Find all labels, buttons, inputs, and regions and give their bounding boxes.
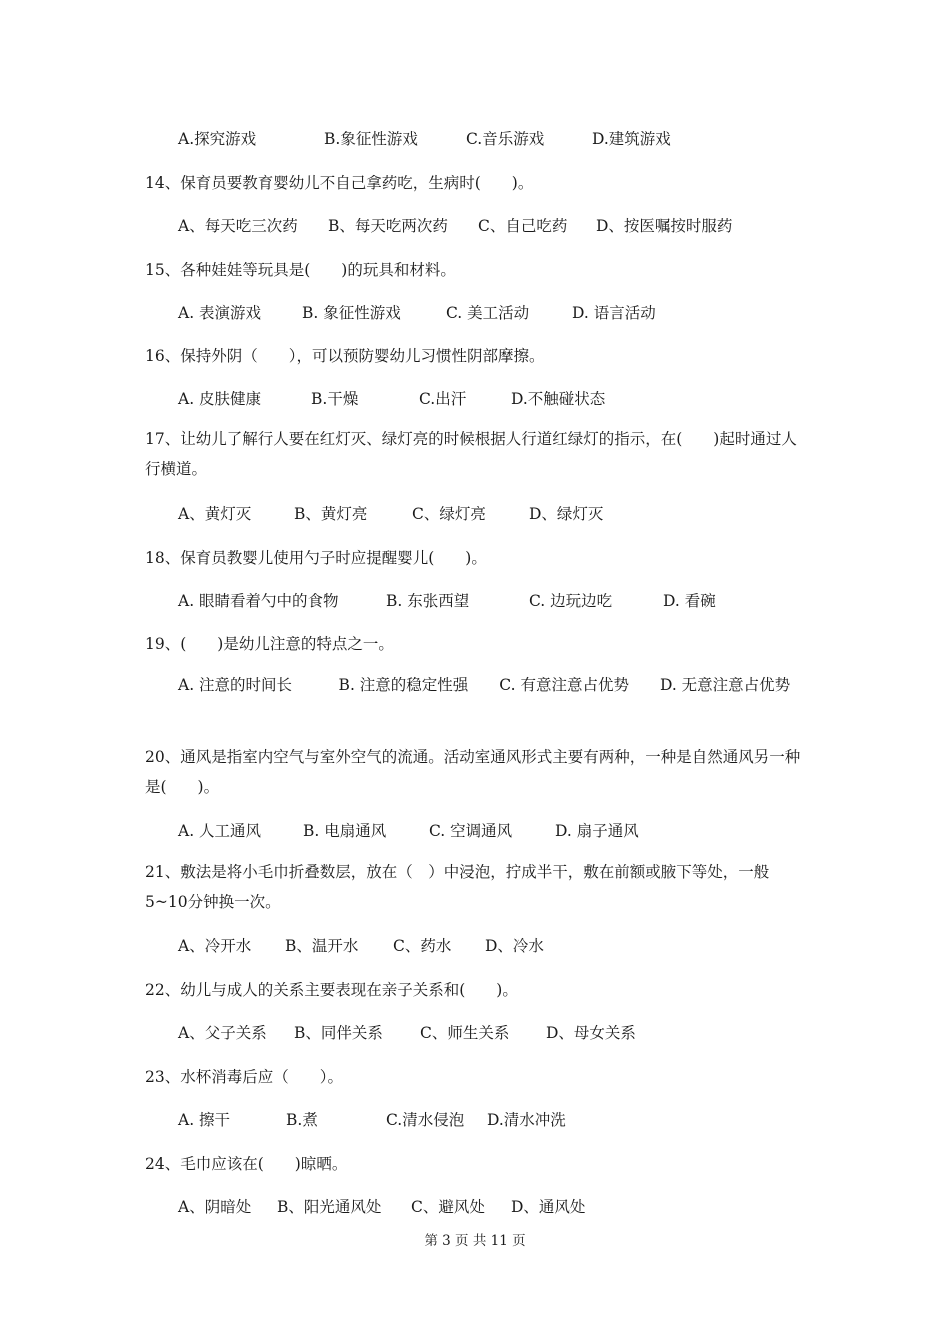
option: A、冷开水 — [178, 937, 252, 955]
question-21-options — [178, 934, 544, 956]
question-23-options — [178, 1108, 566, 1130]
option: A. 皮肤健康 — [178, 390, 262, 408]
option: B、阳光通风处 — [277, 1198, 382, 1216]
question-number: 19、 — [145, 635, 181, 653]
option: C. 美工活动 — [446, 304, 530, 322]
option: A、黄灯灭 — [178, 505, 252, 523]
option: C. 边玩边吃 — [529, 592, 613, 610]
option: B、黄灯亮 — [294, 505, 368, 523]
question-18 — [145, 546, 487, 568]
option: D.清水冲洗 — [487, 1111, 566, 1129]
option: B、每天吃两次药 — [328, 217, 448, 235]
question-17 — [145, 424, 810, 484]
option: A. 眼睛看着勺中的食物 — [178, 592, 339, 610]
question-14 — [145, 171, 533, 193]
option: D.不触碰状态 — [511, 390, 606, 408]
option: B.象征性游戏 — [324, 130, 418, 148]
question-number: 17、 — [145, 430, 181, 448]
option: A. 表演游戏 — [178, 304, 262, 322]
q13-options — [178, 127, 671, 149]
page-footer: 第 3 页 共 11 页 — [424, 1233, 526, 1249]
option: D.建筑游戏 — [592, 130, 671, 148]
question-15 — [145, 258, 456, 280]
option: D. 看碗 — [663, 592, 716, 610]
option: C、自己吃药 — [478, 217, 568, 235]
option: A、父子关系 — [178, 1024, 267, 1042]
question-text: 保育员教婴儿使用勺子时应提醒婴儿( )。 — [180, 549, 487, 567]
question-text: 保持外阴（ ），可以预防婴幼儿习惯性阴部摩擦。 — [180, 347, 545, 365]
option: B.煮 — [286, 1111, 318, 1129]
question-17-options — [178, 502, 603, 524]
option: A.探究游戏 — [178, 130, 257, 148]
question-text: 水杯消毒后应（ ）。 — [180, 1068, 343, 1086]
question-number: 24、 — [145, 1155, 181, 1173]
question-number: 14、 — [145, 174, 181, 192]
option: D、冷水 — [485, 937, 544, 955]
question-number: 15、 — [145, 261, 181, 279]
option: C. 空调通风 — [429, 822, 513, 840]
question-number: 18、 — [145, 549, 181, 567]
question-19 — [145, 632, 394, 654]
option: C、避风处 — [411, 1198, 485, 1216]
question-text: 让幼儿了解行人要在红灯灭、绿灯亮的时候根据人行道红绿灯的指示，在( )起时通过人行横道。 — [145, 430, 797, 478]
option: B.干燥 — [311, 390, 359, 408]
question-19-options: A. 注意的时间长 B. 注意的稳定性强 C. 有意注意占优势 D. 无意注意占优势 — [178, 676, 791, 694]
option: D、按医嘱按时服药 — [596, 217, 733, 235]
question-16-options — [178, 387, 605, 409]
option: C、药水 — [393, 937, 452, 955]
question-number: 21、 — [145, 863, 181, 881]
question-14-options — [178, 214, 732, 236]
question-20-options — [178, 819, 639, 841]
question-24-options — [178, 1195, 585, 1217]
option: D. 扇子通风 — [555, 822, 639, 840]
option: B、同伴关系 — [294, 1024, 383, 1042]
option: D. 语言活动 — [572, 304, 656, 322]
question-16 — [145, 344, 545, 366]
question-text: 幼儿与成人的关系主要表现在亲子关系和( )。 — [180, 981, 518, 999]
question-20 — [145, 742, 810, 802]
option: B. 东张西望 — [386, 592, 470, 610]
option: B、温开水 — [285, 937, 359, 955]
question-22 — [145, 978, 518, 1000]
option: A、每天吃三次药 — [178, 217, 298, 235]
question-15-options — [178, 301, 656, 323]
option: B. 象征性游戏 — [302, 304, 401, 322]
option: D、绿灯灭 — [529, 505, 604, 523]
option: A. 人工通风 — [178, 822, 262, 840]
question-text: ( )是幼儿注意的特点之一。 — [180, 635, 394, 653]
question-23 — [145, 1065, 343, 1087]
option: C、师生关系 — [420, 1024, 510, 1042]
option: C.清水侵泡 — [386, 1111, 465, 1129]
question-24 — [145, 1152, 347, 1174]
question-text: 敷法是将小毛巾折叠数层，放在（ ）中浸泡，拧成半干，敷在前额或腋下等处，一般5~10分钟换一次。 — [145, 863, 770, 911]
question-number: 20、 — [145, 748, 181, 766]
question-21 — [145, 857, 810, 917]
question-number: 23、 — [145, 1068, 181, 1086]
question-text: 各种娃娃等玩具是( )的玩具和材料。 — [180, 261, 456, 279]
option: A、阴暗处 — [178, 1198, 252, 1216]
question-18-options — [178, 589, 716, 611]
question-22-options — [178, 1021, 636, 1043]
option: C.出汗 — [419, 390, 467, 408]
option: C.音乐游戏 — [466, 130, 545, 148]
question-text: 通风是指室内空气与室外空气的流通。活动室通风形式主要有两种，一种是自然通风另一种是( )。 — [145, 748, 801, 796]
option: C、绿灯亮 — [412, 505, 486, 523]
option: B. 电扇通风 — [303, 822, 387, 840]
question-number: 22、 — [145, 981, 181, 999]
option: A. 擦干 — [178, 1111, 231, 1129]
question-number: 16、 — [145, 347, 181, 365]
question-text: 毛巾应该在( )晾晒。 — [180, 1155, 348, 1173]
question-text: 保育员要教育婴幼儿不自己拿药吃，生病时( )。 — [180, 174, 534, 192]
option: D、通风处 — [511, 1198, 586, 1216]
option: D、母女关系 — [546, 1024, 636, 1042]
